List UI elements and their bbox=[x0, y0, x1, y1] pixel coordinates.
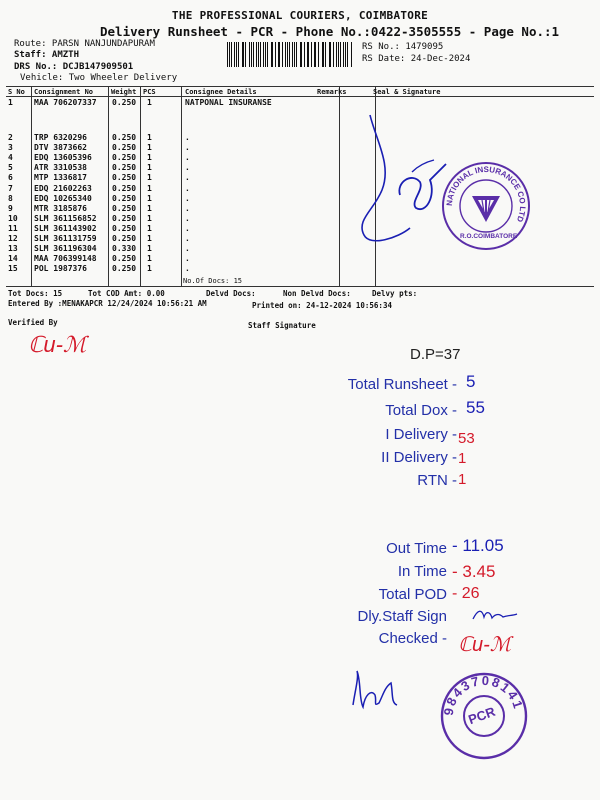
cell-consignee: . bbox=[185, 143, 190, 153]
barcode-bar bbox=[227, 42, 228, 67]
cell-consignment: EDQ 21602263 bbox=[34, 183, 92, 193]
cell-consignment: MAA 706399148 bbox=[34, 254, 97, 264]
cell-pcs: 1 bbox=[147, 223, 152, 233]
checked-label: Checked - bbox=[378, 630, 447, 647]
cell-pcs: 1 bbox=[147, 143, 152, 153]
cell-consignment: SLM 361131759 bbox=[34, 234, 97, 243]
svg-text:NATIONAL INSURANCE CO LTD: NATIONAL INSURANCE CO LTD bbox=[444, 164, 528, 224]
in-time-value: - 3.45 bbox=[452, 562, 496, 581]
runsheet-title: Delivery Runsheet - PCR - Phone No.:0422-3505555 - Page No.:1 bbox=[100, 24, 560, 39]
bottom-signature bbox=[345, 665, 405, 715]
cell-weight: 0.250 bbox=[112, 203, 137, 213]
cell-consignee: . bbox=[185, 264, 190, 274]
barcode-bar bbox=[245, 42, 246, 67]
total-dox-label: Total Dox - bbox=[385, 402, 457, 419]
barcode-bar bbox=[343, 42, 344, 67]
cell-consignee: . bbox=[185, 133, 190, 142]
cell-pcs: 1 bbox=[147, 153, 152, 163]
barcode-bar bbox=[271, 42, 272, 67]
cell-weight: 0.250 bbox=[112, 173, 137, 183]
barcode-bar bbox=[300, 42, 301, 67]
cell-consignee: . bbox=[185, 203, 190, 213]
cell-sno: 6 bbox=[8, 173, 13, 183]
barcode-bar bbox=[234, 42, 235, 67]
remarks-squiggle bbox=[340, 110, 450, 255]
pcr-stamp-center: PCR bbox=[466, 703, 498, 728]
barcode-bar bbox=[308, 42, 309, 67]
cell-weight: 0.250 bbox=[112, 193, 137, 203]
cell-weight: 0.250 bbox=[112, 153, 137, 163]
cell-sno: 11 bbox=[8, 223, 18, 233]
cell-consignment: SLM 361156852 bbox=[34, 213, 97, 223]
verified-by-label: Verified By bbox=[8, 318, 58, 327]
cell-consignment: TRP 6320296 bbox=[34, 133, 87, 142]
staff-label: Staff: AMZTH bbox=[14, 50, 80, 60]
cell-pcs: 1 bbox=[147, 98, 152, 107]
cell-consignee: . bbox=[185, 163, 190, 173]
i-delivery-value: 53 bbox=[458, 430, 475, 447]
header-seal: Seal & Signature bbox=[373, 88, 441, 96]
cell-sno: 9 bbox=[8, 203, 13, 213]
cell-pcs: 1 bbox=[147, 173, 152, 183]
barcode-bar bbox=[242, 42, 243, 67]
drs-number: DRS No.: DCJB147909501 bbox=[14, 62, 134, 72]
cell-consignee: . bbox=[185, 173, 190, 183]
cell-weight: 0.250 bbox=[112, 264, 137, 274]
barcode-bar bbox=[347, 42, 348, 67]
cell-consignee: . bbox=[185, 223, 190, 233]
cell-sno: 10 bbox=[8, 213, 18, 223]
cell-consignment: EDQ 13605396 bbox=[34, 153, 92, 163]
cell-pcs: 1 bbox=[147, 264, 152, 274]
route-label: Route: PARSN NANJUNDAPURAM bbox=[14, 39, 155, 49]
in-time-label: In Time bbox=[397, 563, 447, 580]
cell-pcs: 1 bbox=[147, 244, 152, 254]
rtn-value: 1 bbox=[458, 471, 467, 488]
cell-sno: 2 bbox=[8, 133, 13, 142]
barcode-bar bbox=[279, 42, 280, 67]
tot-docs: Tot Docs: 15 bbox=[8, 289, 63, 298]
cell-weight: 0.250 bbox=[112, 254, 137, 264]
out-time-value: - 11.05 bbox=[452, 536, 504, 555]
cell-consignee: . bbox=[185, 153, 190, 163]
cell-consignee: . bbox=[185, 193, 190, 203]
cell-weight: 0.250 bbox=[112, 163, 137, 173]
cell-pcs: 1 bbox=[147, 254, 152, 264]
cell-sno: 15 bbox=[8, 264, 18, 274]
barcode-bar bbox=[322, 42, 323, 67]
cell-weight: 0.250 bbox=[112, 223, 137, 233]
delvd-docs: Delvd Docs: bbox=[206, 289, 256, 298]
barcode-bar bbox=[301, 42, 302, 67]
cell-sno: 7 bbox=[8, 183, 13, 193]
out-time-label: Out Time bbox=[386, 540, 447, 557]
cell-pcs: 1 bbox=[147, 203, 152, 213]
total-pod-label: Total POD bbox=[378, 586, 447, 603]
cell-consignee: . bbox=[185, 213, 190, 223]
total-runsheet-value: 5 bbox=[466, 372, 476, 391]
col-divider bbox=[31, 86, 32, 286]
cell-consignment: MAA 706207337 bbox=[34, 98, 97, 107]
cell-weight: 0.250 bbox=[112, 234, 137, 243]
initials-left: ℂu-ℳ bbox=[28, 332, 87, 357]
cell-sno: 14 bbox=[8, 254, 18, 264]
cell-consignee: NATPONAL INSURANSE bbox=[185, 98, 272, 107]
barcode-bar bbox=[292, 42, 293, 67]
cell-weight: 0.250 bbox=[112, 143, 137, 153]
header-consignment: Consignment No bbox=[34, 88, 94, 96]
col-divider bbox=[108, 86, 109, 286]
ii-delivery-label: II Delivery - bbox=[381, 449, 457, 466]
barcode-bar bbox=[315, 42, 316, 67]
i-delivery-label: I Delivery - bbox=[385, 426, 457, 443]
staff-signature-label: Staff Signature bbox=[248, 321, 316, 330]
cell-pcs: 1 bbox=[147, 213, 152, 223]
cell-consignment: MTP 1336817 bbox=[34, 173, 87, 183]
cell-consignee: . bbox=[185, 254, 190, 264]
cell-pcs: 1 bbox=[147, 234, 152, 243]
header-consignee: Consignee Details bbox=[185, 88, 257, 96]
cell-consignee: . bbox=[185, 244, 190, 254]
barcode-bar bbox=[260, 42, 261, 67]
barcode-bar bbox=[263, 42, 264, 67]
barcode bbox=[227, 42, 352, 67]
table-bottom-border bbox=[6, 286, 594, 287]
cell-pcs: 1 bbox=[147, 193, 152, 203]
stamp-bottom-text: R.O.COIMBATORE bbox=[460, 233, 518, 240]
cell-sno: 13 bbox=[8, 244, 18, 254]
table-header-border bbox=[6, 96, 594, 97]
cell-consignment: SLM 361143902 bbox=[34, 223, 97, 233]
total-runsheet-label: Total Runsheet - bbox=[347, 376, 457, 393]
dly-staff-label: Dly.Staff Sign bbox=[357, 608, 447, 625]
dly-staff-signature bbox=[470, 605, 520, 625]
vehicle-label: Vehicle: Two Wheeler Delivery bbox=[20, 73, 178, 83]
barcode-bar bbox=[330, 42, 331, 67]
cell-weight: 0.250 bbox=[112, 183, 137, 193]
barcode-bar bbox=[253, 42, 254, 67]
svg-text:9843708141: 9843708141 bbox=[440, 672, 527, 717]
cell-sno: 8 bbox=[8, 193, 13, 203]
cell-sno: 1 bbox=[8, 98, 13, 107]
cell-weight: 0.330 bbox=[112, 244, 137, 254]
total-dox-value: 55 bbox=[466, 398, 485, 417]
cell-sno: 4 bbox=[8, 153, 13, 163]
barcode-bar bbox=[336, 42, 337, 67]
checked-initials: ℂu-ℳ bbox=[458, 634, 512, 656]
cell-consignment: DTV 3873662 bbox=[34, 143, 87, 153]
tot-cod: Tot COD Amt: 0.00 bbox=[88, 289, 165, 298]
cell-sno: 5 bbox=[8, 163, 13, 173]
cell-consignment: MTR 3185876 bbox=[34, 203, 87, 213]
rs-number: RS No.: 1479095 bbox=[362, 42, 444, 52]
total-pod-value: - 26 bbox=[452, 585, 480, 602]
cell-sno: 3 bbox=[8, 143, 13, 153]
cell-consignment: ATR 3310538 bbox=[34, 163, 87, 173]
cell-pcs: 1 bbox=[147, 133, 152, 142]
cell-consignee: . bbox=[185, 234, 190, 243]
header-weight: Weight bbox=[111, 88, 137, 96]
pcr-stamp bbox=[440, 672, 528, 760]
barcode-bar bbox=[275, 42, 276, 67]
cell-consignment: POL 1987376 bbox=[34, 264, 87, 274]
entered-by: Entered By :MENAKAPCR 12/24/2024 10:56:21 AM bbox=[8, 299, 207, 308]
header-remarks: Remarks bbox=[317, 88, 347, 96]
rtn-label: RTN - bbox=[417, 472, 457, 489]
delvy-pts: Delvy pts: bbox=[372, 289, 418, 298]
no-of-docs: No.Of Docs: 15 bbox=[183, 277, 243, 285]
barcode-bar bbox=[287, 42, 288, 67]
cell-weight: 0.250 bbox=[112, 98, 137, 107]
cell-consignment: SLM 361196304 bbox=[34, 244, 97, 254]
cell-consignee: . bbox=[185, 183, 190, 193]
col-divider bbox=[181, 86, 182, 286]
cell-pcs: 1 bbox=[147, 183, 152, 193]
printed-on: Printed on: 24-12-2024 10:56:34 bbox=[252, 301, 392, 310]
dp-value: D.P=37 bbox=[410, 346, 461, 363]
cell-sno: 12 bbox=[8, 234, 18, 243]
ii-delivery-value: 1 bbox=[458, 450, 467, 467]
insurance-stamp bbox=[440, 160, 532, 252]
cell-weight: 0.250 bbox=[112, 213, 137, 223]
cell-weight: 0.250 bbox=[112, 133, 137, 142]
company-name: THE PROFESSIONAL COURIERS, COIMBATORE bbox=[171, 9, 429, 22]
non-delvd-docs: Non Delvd Docs: bbox=[283, 289, 351, 298]
header-sno: S No bbox=[8, 88, 25, 96]
cell-pcs: 1 bbox=[147, 163, 152, 173]
table-top-border bbox=[6, 86, 594, 87]
cell-consignment: EDQ 10265340 bbox=[34, 193, 92, 203]
barcode-bar bbox=[238, 42, 239, 67]
barcode-bar bbox=[329, 42, 330, 67]
rs-date: RS Date: 24-Dec-2024 bbox=[362, 54, 471, 64]
col-divider bbox=[140, 86, 141, 286]
header-pcs: PCS bbox=[143, 88, 156, 96]
